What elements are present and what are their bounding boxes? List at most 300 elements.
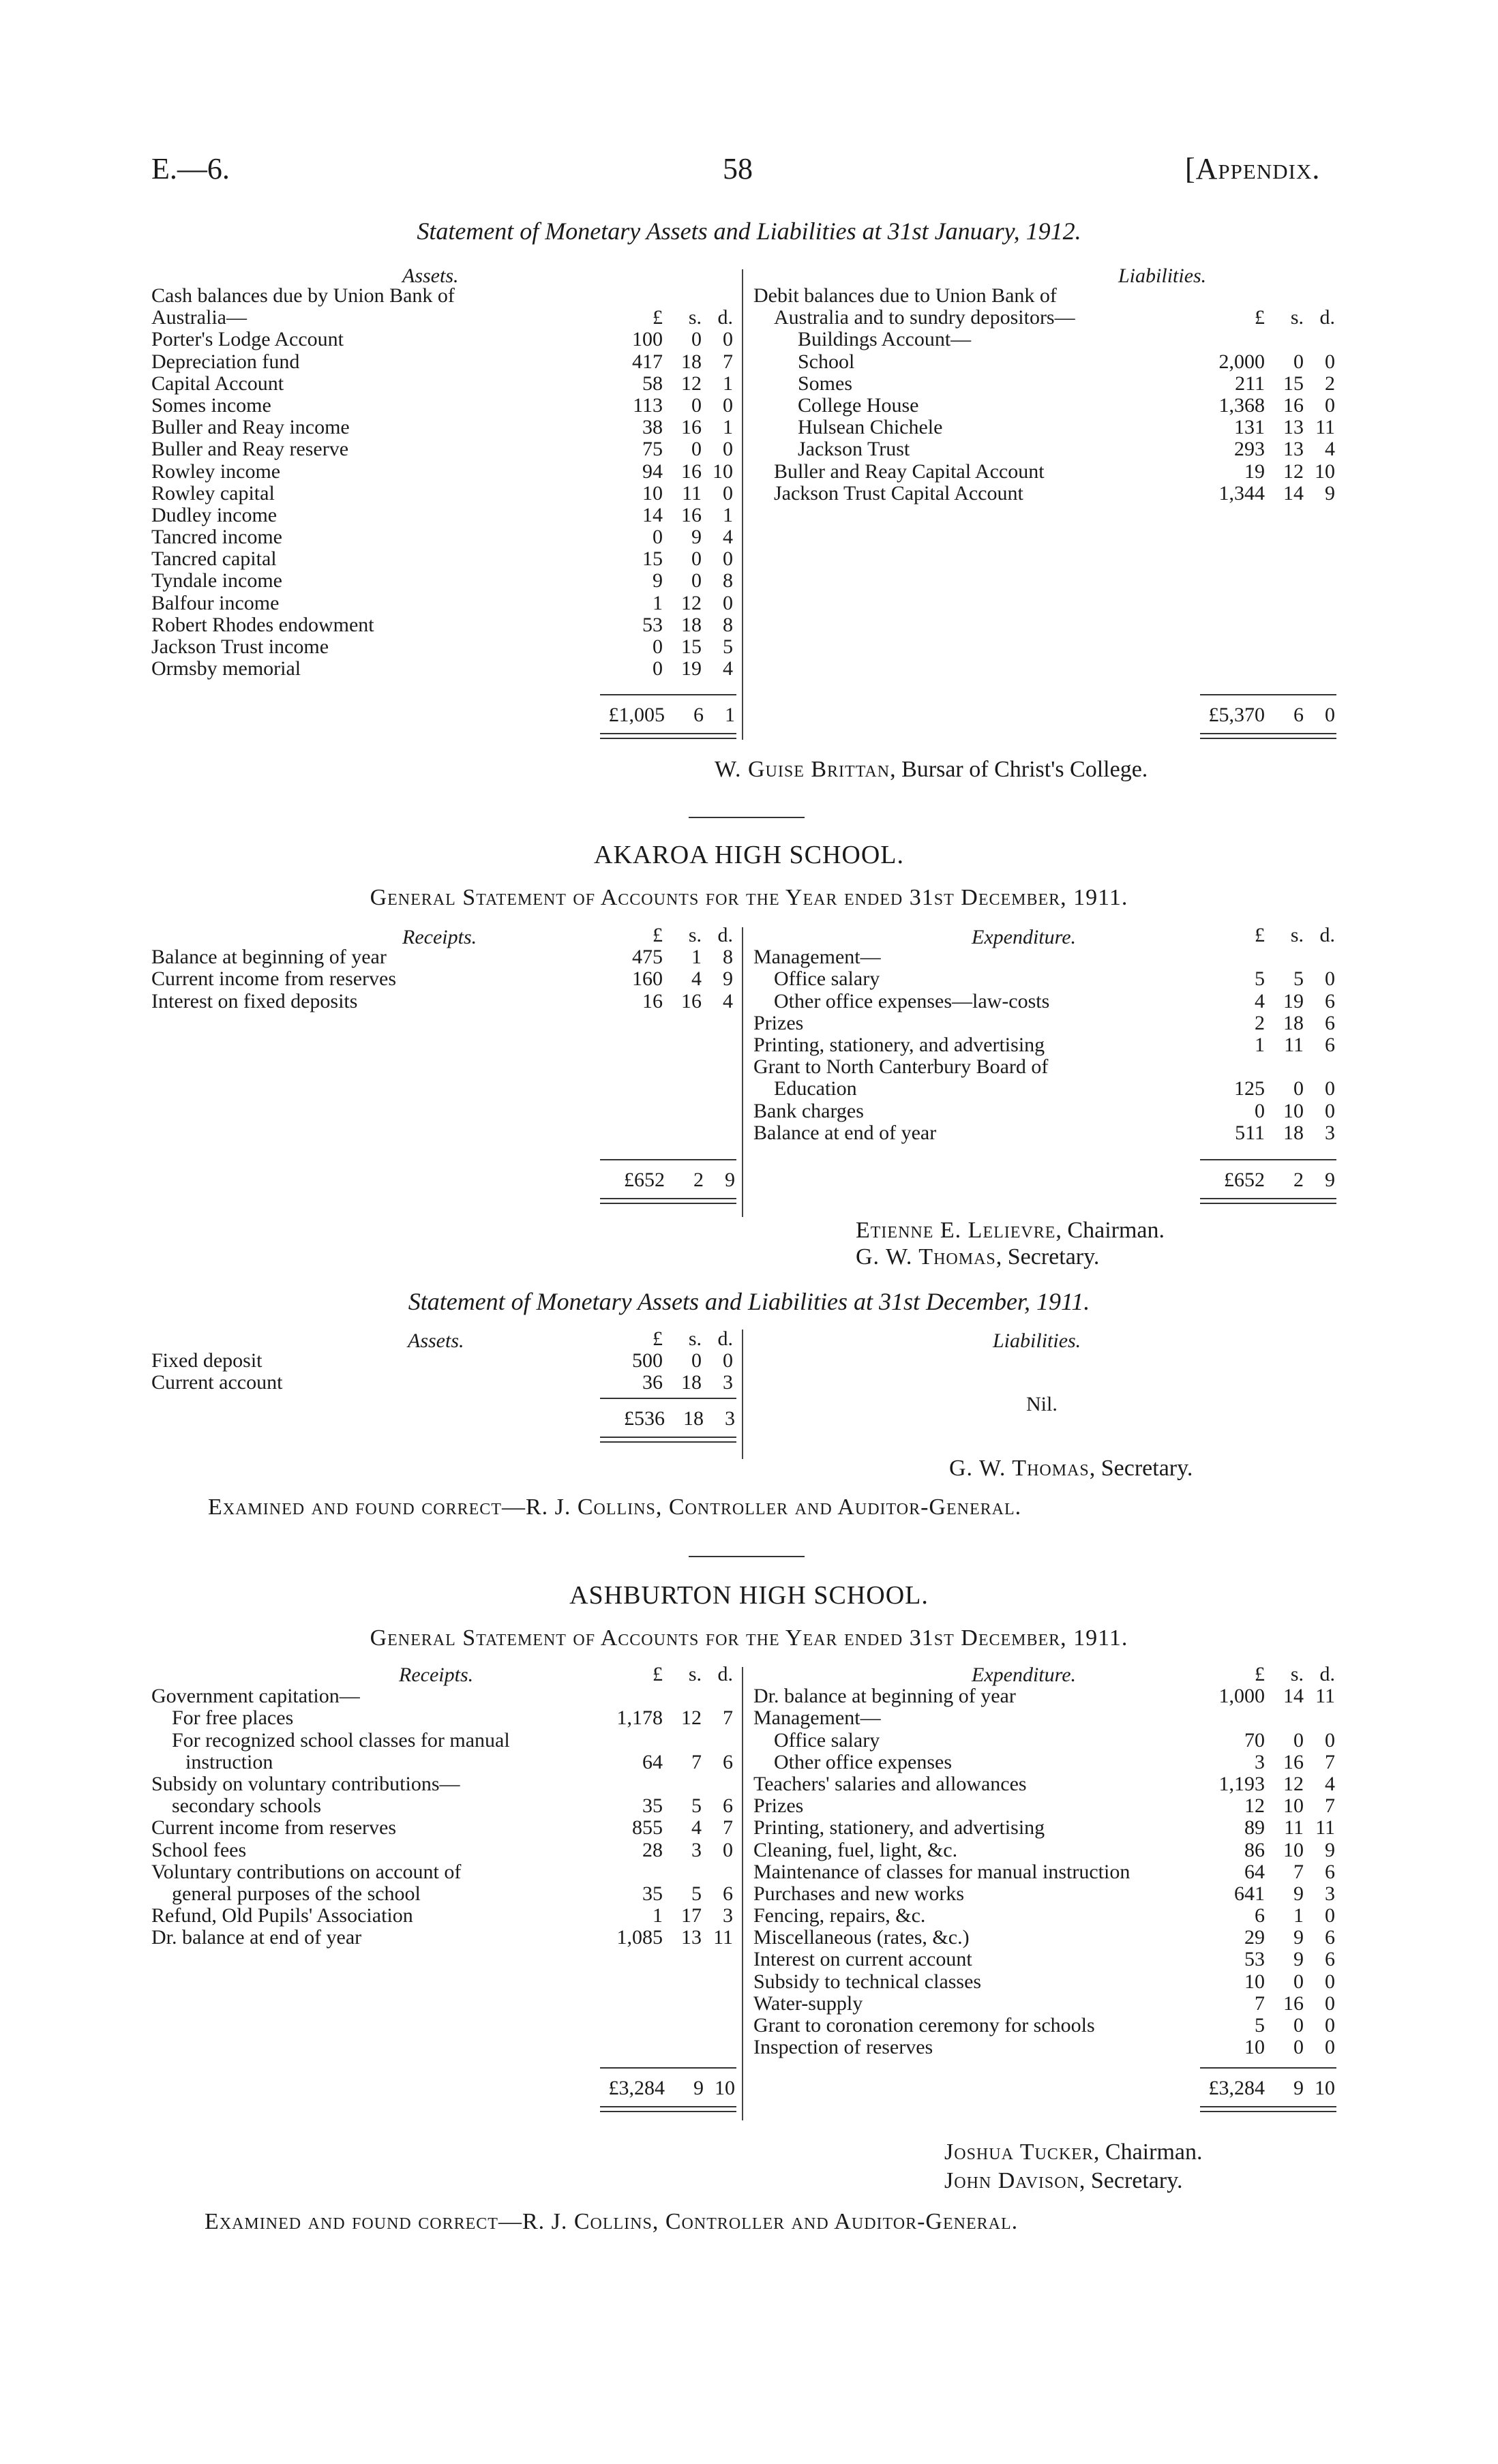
ashburton-subtitle: General Statement of Accounts for the Year ended 31st December, 1911. <box>370 1625 1128 1651</box>
ledger-pence: 6 <box>1325 1860 1335 1883</box>
ledger-pence: 6 <box>1325 1948 1335 1971</box>
ledger-row <box>151 1905 734 1927</box>
ledger-pence: 0 <box>1325 1904 1335 1927</box>
ledger-pounds: 293 <box>1234 438 1265 461</box>
ledger-shillings: 0 <box>1293 1728 1304 1752</box>
ledger-pence: 11 <box>713 1926 733 1949</box>
ledger-label: Voluntary contributions on account of <box>151 1860 462 1883</box>
akaroa-expenditure-table <box>753 925 1336 1144</box>
ledger-pence: 11 <box>1315 1685 1335 1708</box>
ledger-row <box>753 1795 1336 1817</box>
ledger-label: School <box>798 350 855 373</box>
ledger-row <box>753 1012 1336 1034</box>
liab-intro-2: Australia and to sundry depositors— <box>774 306 1075 329</box>
ledger-shillings: 18 <box>681 613 702 636</box>
akaroa-secretary: G. W. Thomas, Secretary. <box>856 1244 1100 1269</box>
ledger-label: Grant to coronation ceremony for schools <box>753 2014 1095 2037</box>
ledger-pence: 0 <box>1325 2014 1335 2037</box>
ledger-pence: 1 <box>723 503 733 526</box>
christs-assets-heading: Assets. <box>402 265 459 287</box>
ledger-label: Water-supply <box>753 1992 863 2015</box>
ledger-row <box>753 1839 1336 1861</box>
ledger-row <box>151 1372 734 1394</box>
ledger-row <box>753 1100 1336 1122</box>
ledger-label: Ormsby memorial <box>151 657 301 680</box>
ledger-pounds: 417 <box>632 350 663 373</box>
ledger-label: Jackson Trust income <box>151 635 329 658</box>
ledger-pounds: 1,000 <box>1218 1685 1265 1708</box>
akaroa-stmt-divider <box>742 1329 743 1459</box>
akaroa-assets-double-rule <box>600 1437 736 1443</box>
ledger-row <box>151 548 734 570</box>
col-pence: d. <box>717 306 733 329</box>
ledger-shillings: 15 <box>681 635 702 658</box>
ledger-pence: 7 <box>723 350 733 373</box>
ashburton-receipts-rule <box>600 2067 736 2069</box>
ledger-row <box>753 1861 1336 1883</box>
ledger-pounds: 1,178 <box>616 1707 663 1730</box>
ledger-label: Jackson Trust Capital Account <box>774 481 1023 505</box>
ledger-pounds: 6 <box>1255 1904 1265 1927</box>
christs-divider <box>742 269 743 740</box>
ledger-label: Teachers' salaries and allowances <box>753 1772 1027 1795</box>
ledger-row <box>753 968 1336 990</box>
ledger-pence: 0 <box>1325 393 1335 417</box>
ledger-label: Rowley capital <box>151 481 275 505</box>
ledger-row <box>753 1685 1336 1707</box>
ledger-shillings: 0 <box>1293 1077 1304 1100</box>
ledger-row <box>753 461 1336 483</box>
ledger-pounds: 86 <box>1244 1838 1265 1861</box>
ledger-pounds: 1,368 <box>1218 393 1265 417</box>
col-shillings: s. <box>1290 924 1304 946</box>
christs-liab-double-rule <box>1200 733 1336 739</box>
ledger-pounds: 641 <box>1234 1882 1265 1905</box>
ledger-label: Prizes <box>753 1794 804 1818</box>
ledger-pence: 9 <box>1325 481 1335 505</box>
ledger-pence: 11 <box>1315 416 1335 439</box>
ledger-pounds: 160 <box>632 967 663 991</box>
ledger-pence: 7 <box>723 1707 733 1730</box>
christs-title: Statement of Monetary Assets and Liabilities at 31st January, 1912. <box>417 217 1081 245</box>
ledger-row <box>753 1949 1336 1970</box>
ledger-pounds: 475 <box>632 946 663 969</box>
section-separator <box>689 817 805 818</box>
ledger-row <box>151 946 734 968</box>
akaroa-receipts-table <box>151 925 734 1012</box>
ledger-pounds: 125 <box>1234 1077 1265 1100</box>
ledger-pence: 0 <box>723 1838 733 1861</box>
ledger-row <box>753 1056 1336 1078</box>
ledger-pence: 0 <box>723 438 733 461</box>
ledger-pence: 4 <box>1325 1772 1335 1795</box>
ashburton-expenditure-heading: Expenditure. <box>972 1664 1077 1686</box>
ledger-pence: 10 <box>1315 460 1335 483</box>
ledger-label: Other office expenses <box>774 1750 953 1773</box>
ledger-row <box>753 1730 1336 1752</box>
ledger-label: Office salary <box>774 1728 880 1752</box>
col-shillings: s. <box>688 1663 702 1685</box>
ledger-shillings: 12 <box>681 1707 702 1730</box>
ledger-pence: 6 <box>1325 1926 1335 1949</box>
ledger-label: Interest on current account <box>753 1948 972 1971</box>
col-pounds: £ <box>1255 306 1265 329</box>
ledger-pounds: 0 <box>653 635 663 658</box>
ledger-row <box>753 1993 1336 2015</box>
ledger-shillings: 11 <box>682 481 702 505</box>
akaroa-title: AKAROA HIGH SCHOOL. <box>594 841 904 869</box>
ledger-pence: 1 <box>723 416 733 439</box>
ledger-pounds: 211 <box>1235 372 1265 395</box>
ledger-shillings: 18 <box>1283 1121 1304 1144</box>
ledger-pounds: 0 <box>653 526 663 549</box>
ledger-shillings: 12 <box>681 372 702 395</box>
assets-intro: Cash balances due by Union Bank of <box>151 284 455 307</box>
ledger-row <box>753 438 1336 460</box>
ledger-label: secondary schools <box>172 1794 322 1818</box>
ashburton-receipts-table <box>151 1664 734 1949</box>
ledger-pence: 0 <box>1325 1728 1335 1752</box>
ledger-pounds: 3 <box>1255 1750 1265 1773</box>
ledger-pence: 0 <box>1325 1077 1335 1100</box>
ledger-pounds: 1,344 <box>1218 481 1265 505</box>
ledger-row <box>753 1773 1336 1795</box>
ledger-label: Current account <box>151 1371 283 1394</box>
col-pence: d. <box>717 1327 733 1350</box>
ledger-shillings: 0 <box>691 569 702 592</box>
ledger-shillings: 0 <box>691 393 702 417</box>
ledger-row <box>753 351 1336 373</box>
ledger-pounds: 53 <box>642 613 663 636</box>
ledger-pounds: 855 <box>632 1816 663 1839</box>
ledger-pence: 7 <box>1325 1750 1335 1773</box>
ledger-pounds: 4 <box>1255 989 1265 1012</box>
ledger-pence: 8 <box>723 946 733 969</box>
page-number: 58 <box>723 152 753 185</box>
ledger-row <box>151 1883 734 1905</box>
ledger-pence: 1 <box>723 372 733 395</box>
christs-liab-rule <box>1200 694 1336 695</box>
ledger-pounds: 1,085 <box>616 1926 663 1949</box>
ledger-row <box>753 2015 1336 2037</box>
ledger-row <box>151 1685 734 1707</box>
ledger-row <box>753 1817 1336 1839</box>
ledger-label: Interest on fixed deposits <box>151 989 358 1012</box>
ledger-pounds: 16 <box>642 989 663 1012</box>
ledger-row <box>151 1707 734 1729</box>
ledger-label: Current income from reserves <box>151 967 397 991</box>
ledger-shillings: 16 <box>681 503 702 526</box>
ledger-label: Jackson Trust <box>798 438 910 461</box>
ledger-label: Depreciation fund <box>151 350 300 373</box>
ledger-row <box>151 483 734 505</box>
ledger-pence: 6 <box>723 1750 733 1773</box>
ledger-label: Tancred income <box>151 526 282 549</box>
christs-liabilities-heading: Liabilities. <box>1118 265 1207 287</box>
ledger-row <box>753 1752 1336 1773</box>
christs-assets-double-rule <box>600 733 736 739</box>
ledger-shillings: 0 <box>1293 2014 1304 2037</box>
ledger-row <box>151 570 734 592</box>
col-shillings: s. <box>688 306 702 329</box>
ledger-pence: 2 <box>1325 372 1335 395</box>
ledger-label: Somes <box>798 372 853 395</box>
ledger-label: Grant to North Canterbury Board of <box>753 1055 1049 1079</box>
ledger-pence: 0 <box>723 328 733 351</box>
ledger-row <box>753 991 1336 1012</box>
akaroa-expend-double-rule <box>1200 1198 1336 1204</box>
ledger-label: Subsidy to technical classes <box>753 1970 982 1993</box>
ledger-row <box>753 1883 1336 1905</box>
ledger-row <box>151 526 734 548</box>
ledger-pence: 0 <box>1325 1992 1335 2015</box>
ledger-row <box>151 505 734 526</box>
akaroa-expenditure-heading: Expenditure. <box>972 926 1077 948</box>
ledger-label: Office salary <box>774 967 880 991</box>
ledger-label: Rowley income <box>151 460 281 483</box>
ledger-pounds: 12 <box>1244 1794 1265 1818</box>
ledger-shillings: 19 <box>681 657 702 680</box>
page-section: [Appendix. <box>1185 152 1321 185</box>
ledger-pence: 4 <box>723 526 733 549</box>
ledger-pence: 0 <box>1325 2036 1335 2059</box>
col-pounds: £ <box>653 1663 663 1685</box>
ledger-row <box>151 395 734 417</box>
ledger-label: Dudley income <box>151 503 278 526</box>
ledger-shillings: 15 <box>1283 372 1304 395</box>
ledger-label: Bank charges <box>753 1099 864 1122</box>
ledger-shillings: 7 <box>1293 1860 1304 1883</box>
ledger-shillings: 5 <box>691 1794 702 1818</box>
ledger-pence: 10 <box>713 460 733 483</box>
ledger-shillings: 16 <box>681 460 702 483</box>
ledger-pounds: 9 <box>653 569 663 592</box>
liab-intro: Debit balances due to Union Bank of <box>753 284 1057 307</box>
ledger-shillings: 12 <box>1283 460 1304 483</box>
ledger-shillings: 4 <box>691 1816 702 1839</box>
ledger-label: Balance at end of year <box>753 1121 937 1144</box>
ledger-shillings: 0 <box>1293 350 1304 373</box>
ledger-pounds: 10 <box>642 481 663 505</box>
ledger-pounds: 0 <box>1255 1099 1265 1122</box>
ledger-pence: 3 <box>723 1904 733 1927</box>
ledger-label: Tyndale income <box>151 569 282 592</box>
col-pounds: £ <box>653 1327 663 1350</box>
ledger-shillings: 19 <box>1283 989 1304 1012</box>
ledger-shillings: 13 <box>681 1926 702 1949</box>
ledger-pence: 7 <box>723 1816 733 1839</box>
ledger-label: Miscellaneous (rates, &c.) <box>753 1926 970 1949</box>
col-pounds: £ <box>653 924 663 946</box>
ledger-label: Tancred capital <box>151 547 277 571</box>
ledger-shillings: 12 <box>1283 1772 1304 1795</box>
akaroa-statement-title: Statement of Monetary Assets and Liabilities at 31st December, 1911. <box>408 1288 1090 1315</box>
ledger-pounds: 89 <box>1244 1816 1265 1839</box>
ledger-pence: 9 <box>723 967 733 991</box>
ledger-pence: 0 <box>723 547 733 571</box>
ashburton-divider <box>742 1667 743 2120</box>
section-separator <box>689 1556 805 1557</box>
ledger-pounds: 28 <box>642 1838 663 1861</box>
col-shillings: s. <box>688 1327 702 1350</box>
ledger-shillings: 0 <box>691 438 702 461</box>
akaroa-receipts-heading: Receipts. <box>402 926 477 948</box>
col-shillings: s. <box>688 924 702 946</box>
akaroa-subtitle: General Statement of Accounts for the Year ended 31st December, 1911. <box>370 885 1128 910</box>
ledger-pence: 3 <box>1325 1121 1335 1144</box>
ledger-shillings: 4 <box>691 967 702 991</box>
col-pounds: £ <box>1255 1663 1265 1685</box>
ledger-pounds: 1 <box>1255 1033 1265 1056</box>
ledger-row <box>151 1795 734 1817</box>
ledger-pence: 0 <box>1325 350 1335 373</box>
ledger-shillings: 9 <box>1293 1882 1304 1905</box>
ashburton-expend-double-rule <box>1200 2106 1336 2112</box>
ledger-row <box>151 1752 734 1773</box>
ledger-pence: 8 <box>723 569 733 592</box>
ledger-label: College House <box>798 393 919 417</box>
ledger-pounds: 53 <box>1244 1948 1265 1971</box>
ledger-pounds: 5 <box>1255 967 1265 991</box>
ledger-pounds: 19 <box>1244 460 1265 483</box>
ledger-pence: 6 <box>1325 1033 1335 1056</box>
ledger-pounds: 58 <box>642 372 663 395</box>
ledger-label: For recognized school classes for manual <box>172 1728 510 1752</box>
ledger-row <box>753 1905 1336 1927</box>
ledger-row <box>151 1350 734 1372</box>
ledger-shillings: 0 <box>691 1349 702 1372</box>
ledger-label: Management— <box>753 1707 881 1730</box>
ledger-pounds: 35 <box>642 1882 663 1905</box>
ashburton-examined: Examined and found correct—R. J. Collins, Controller and Auditor-General. <box>205 2209 1019 2234</box>
akaroa-assets-table <box>151 1328 734 1394</box>
ledger-row <box>151 592 734 614</box>
ledger-pence: 3 <box>723 1371 733 1394</box>
ledger-shillings: 11 <box>1284 1033 1304 1056</box>
ledger-shillings: 13 <box>1283 416 1304 439</box>
ledger-pounds: 29 <box>1244 1926 1265 1949</box>
ledger-label: Fencing, repairs, &c. <box>753 1904 926 1927</box>
ledger-shillings: 0 <box>691 547 702 571</box>
ledger-label: Balance at beginning of year <box>151 946 387 969</box>
ledger-label: Buller and Reay reserve <box>151 438 349 461</box>
ledger-pence: 6 <box>1325 989 1335 1012</box>
ledger-label: Capital Account <box>151 372 284 395</box>
ledger-pounds: 35 <box>642 1794 663 1818</box>
ledger-label: Somes income <box>151 393 271 417</box>
ledger-shillings: 18 <box>1283 1011 1304 1034</box>
christs-assets-table <box>151 285 734 680</box>
ledger-row <box>151 438 734 460</box>
ledger-pounds: 511 <box>1235 1121 1265 1144</box>
ledger-pence: 0 <box>1325 1099 1335 1122</box>
ledger-label: Prizes <box>753 1011 804 1034</box>
ledger-pence: 7 <box>1325 1794 1335 1818</box>
ledger-pounds: 2,000 <box>1218 350 1265 373</box>
col-pounds: £ <box>653 306 663 329</box>
akaroa-assets-heading: Assets. <box>408 1329 464 1352</box>
ledger-shillings: 9 <box>1293 1948 1304 1971</box>
ledger-pounds: 70 <box>1244 1728 1265 1752</box>
ledger-pounds: 15 <box>642 547 663 571</box>
ledger-shillings: 10 <box>1283 1794 1304 1818</box>
col-pence: d. <box>1319 306 1335 329</box>
ledger-pounds: 1 <box>653 591 663 614</box>
ashburton-receipts-heading: Receipts. <box>399 1664 474 1686</box>
ashburton-expend-rule <box>1200 2067 1336 2069</box>
ledger-row <box>753 946 1336 968</box>
ledger-row <box>753 1707 1336 1729</box>
ashburton-expenditure-table <box>753 1664 1336 2058</box>
ledger-shillings: 12 <box>681 591 702 614</box>
col-pence: d. <box>1319 924 1335 946</box>
ledger-label: Robert Rhodes endowment <box>151 613 374 636</box>
ledger-label: Printing, stationery, and advertising <box>753 1816 1045 1839</box>
ledger-pounds: 38 <box>642 416 663 439</box>
akaroa-examined: Examined and found correct—R. J. Collins, Controller and Auditor-General. <box>208 1494 1022 1520</box>
ledger-shillings: 9 <box>691 526 702 549</box>
ashburton-receipts-double-rule <box>600 2106 736 2112</box>
akaroa-liabilities-heading: Liabilities. <box>993 1329 1081 1352</box>
ledger-row <box>151 1927 734 1949</box>
ledger-shillings: 10 <box>1283 1838 1304 1861</box>
akaroa-receipts-double-rule <box>600 1198 736 1204</box>
ledger-shillings: 14 <box>1283 1685 1304 1708</box>
ledger-pounds: 64 <box>1244 1860 1265 1883</box>
ledger-row <box>753 1078 1336 1100</box>
ledger-label: Dr. balance at end of year <box>151 1926 362 1949</box>
ledger-shillings: 16 <box>681 989 702 1012</box>
ledger-label: Maintenance of classes for manual instruction <box>753 1860 1130 1883</box>
ledger-pounds: 7 <box>1255 1992 1265 2015</box>
ledger-shillings: 16 <box>1283 393 1304 417</box>
ledger-row <box>151 417 734 438</box>
ledger-shillings: 16 <box>1283 1992 1304 2015</box>
ledger-shillings: 9 <box>1293 1926 1304 1949</box>
ledger-label: Education <box>774 1077 857 1100</box>
ledger-pence: 0 <box>1325 967 1335 991</box>
ledger-pence: 5 <box>723 635 733 658</box>
ledger-row <box>753 417 1336 438</box>
ledger-shillings: 14 <box>1283 481 1304 505</box>
ledger-label: Hulsean Chichele <box>798 416 943 439</box>
ledger-pounds: 94 <box>642 460 663 483</box>
col-shillings: s. <box>1290 306 1304 329</box>
ledger-shillings: 0 <box>1293 2036 1304 2059</box>
ledger-shillings: 1 <box>1293 1904 1304 1927</box>
ledger-label: Buller and Reay income <box>151 416 350 439</box>
ledger-pence: 6 <box>723 1794 733 1818</box>
christs-liabilities-table <box>753 285 1336 505</box>
christs-signature: W. Guise Brittan, Bursar of Christ's College. <box>715 757 1148 782</box>
ledger-shillings: 3 <box>691 1838 702 1861</box>
ledger-pence: 0 <box>723 591 733 614</box>
ledger-pence: 6 <box>1325 1011 1335 1034</box>
ledger-row <box>753 1971 1336 1993</box>
ledger-label: Cleaning, fuel, light, &c. <box>753 1838 958 1861</box>
ledger-pence: 0 <box>723 393 733 417</box>
ledger-row <box>151 614 734 636</box>
ashburton-title: ASHBURTON HIGH SCHOOL. <box>569 1581 929 1610</box>
ledger-shillings: 0 <box>1293 1970 1304 1993</box>
page-series: E.—6. <box>151 152 230 185</box>
ledger-pounds: 64 <box>642 1750 663 1773</box>
ledger-pounds: 14 <box>642 503 663 526</box>
ledger-shillings: 5 <box>691 1882 702 1905</box>
ledger-label: Balfour income <box>151 591 280 614</box>
ledger-row <box>753 1034 1336 1056</box>
ledger-label: School fees <box>151 1838 247 1861</box>
